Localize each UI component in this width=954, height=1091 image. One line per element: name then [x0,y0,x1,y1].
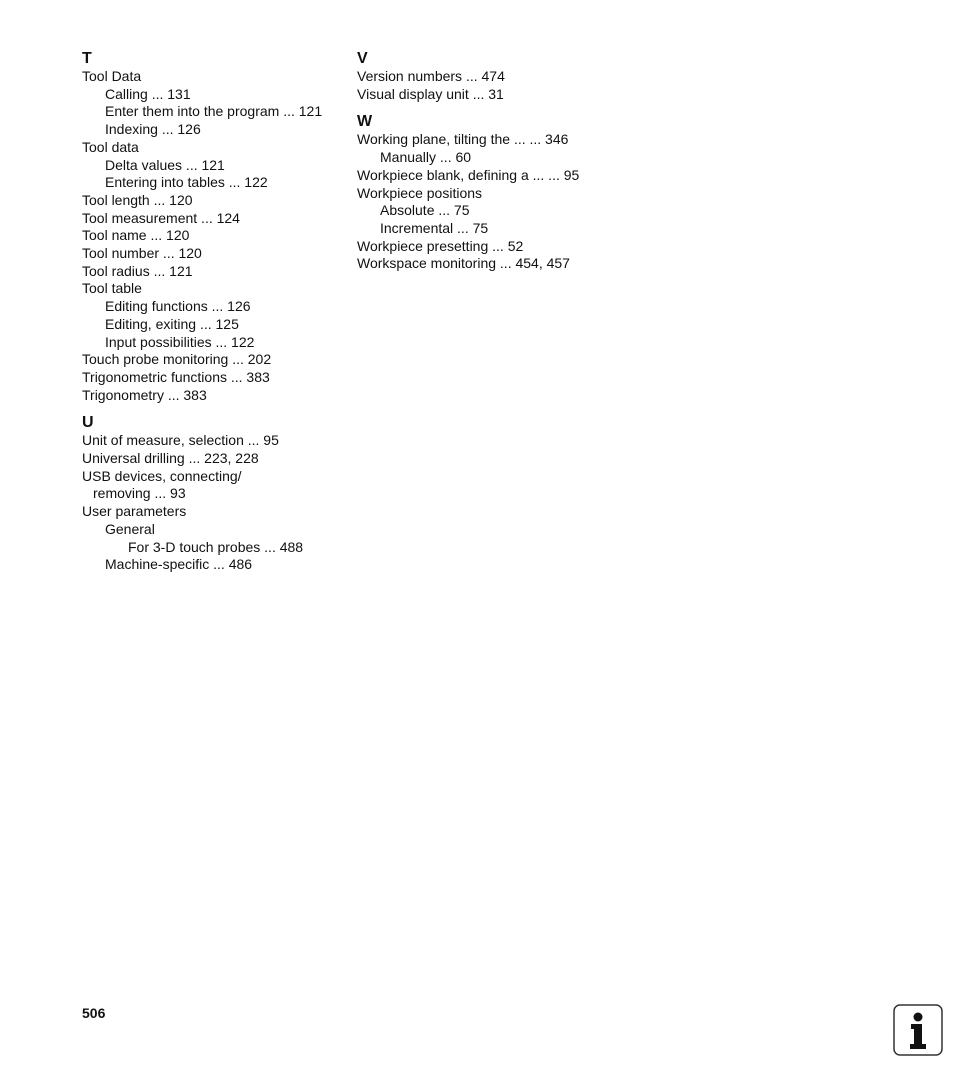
index-entry: Version numbers ... 474 [357,68,505,84]
index-entry: Tool Data [82,68,142,84]
index-entry: Tool radius ... 121 [82,262,193,279]
section-letter: T [82,50,92,67]
index-column-left [82,49,352,583]
index-subentry: Delta values ... 121 [105,156,225,173]
index-subentry: Calling ... 131 [105,85,191,102]
index-column-right [357,49,627,282]
index-subentry: Enter them into the program ... 121 [105,103,323,120]
index-subentry: Indexing ... 126 [105,121,201,138]
index-section-t [82,49,352,404]
index-subentry: Input possibilities ... 122 [105,333,255,350]
index-subentry: Manually ... 60 [380,149,472,166]
index-subentry: removing ... 93 [93,485,186,502]
index-subentry: Editing, exiting ... 125 [105,315,239,332]
section-letter: U [82,414,94,432]
index-entry: Workpiece positions [357,184,483,201]
index-entry: Trigonometric functions ... 383 [82,368,270,385]
info-icon [893,1004,943,1056]
index-entry: User parameters [82,503,187,520]
index-entry: Unit of measure, selection ... 95 [82,432,279,449]
index-subentry: Incremental ... 75 [380,219,489,236]
index-section-u [82,413,352,574]
index-subentry: For 3-D touch probes ... 488 [128,538,304,555]
index-entry: Visual display unit ... 31 [357,85,504,102]
index-subentry: Entering into tables ... 122 [105,174,268,191]
index-entry: Tool name ... 120 [82,227,190,244]
section-letter: V [357,50,368,67]
index-subentry: General [105,520,155,537]
index-entry: Working plane, tilting the ... ... 346 [357,131,569,148]
index-entry: Tool number ... 120 [82,245,202,262]
index-entry: Trigonometry ... 383 [82,386,207,403]
index-entry: USB devices, connecting/ [82,467,242,484]
index-entry: Tool data [82,138,139,155]
index-entry: Universal drilling ... 223, 228 [82,450,259,467]
index-entry: Workspace monitoring ... 454, 457 [357,255,570,272]
section-letter: W [357,113,373,131]
index-entry: Tool measurement ... 124 [82,209,240,226]
index-entry: Workpiece presetting ... 52 [357,237,524,254]
index-subentry: Absolute ... 75 [380,202,470,219]
page-number: 506 [82,1005,106,1021]
index-entry: Tool length ... 120 [82,191,193,208]
index-entry: Workpiece blank, defining a ... ... 95 [357,166,580,183]
index-entry: Tool table [82,280,142,297]
index-entry: Touch probe monitoring ... 202 [82,351,272,368]
index-subentry: Editing functions ... 126 [105,298,251,315]
index-subentry: Machine-specific ... 486 [105,556,253,573]
index-section-w [357,112,627,273]
index-section-v [357,49,627,103]
